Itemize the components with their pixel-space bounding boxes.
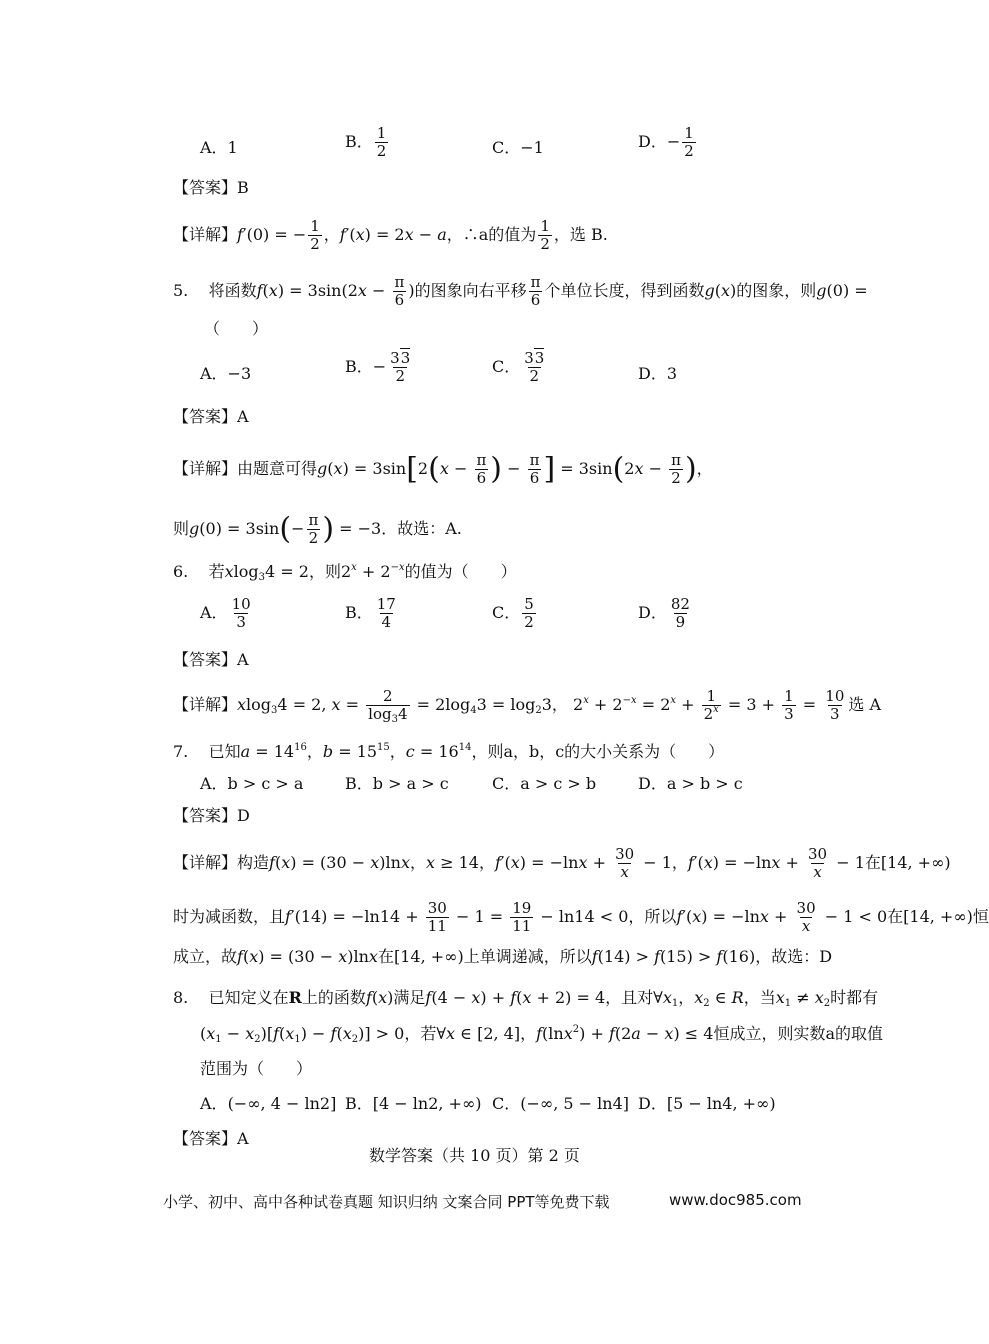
q5-detail-line2: 则g(0) = 3sin(− $\frac{\pi}{2}$ ) = −3．故选：A. [173,511,462,547]
q7-detail: 【详解】构造f(x) = (30 − x)lnx，x ≥ 14，f′(x) = −lnx + $\frac{30}{x}$ − 1，f′(x) = −lnx + $\frac{30}{x}$ − 1在[14, +∞) [173,845,951,881]
q7-option-a: A．b > c > a [200,774,304,793]
q5-detail: 【详解】由题意可得g(x) = 3sin[2(x − $\frac{\pi}{6}$ ) − $\frac{\pi}{6}$ ] = 3sin(2x − $\frac{\pi}{2}$ )， [173,451,713,487]
q5-option-b: B．− $\frac{33}{2}$ [345,349,411,385]
q8-stem: 8. 已知定义在R上的函数f(x)满足f(4 − x) + f(x + 2) = 4，且对$\forall x_1$，$x_2$ ∈ R，当$x_1 \ne x_2$时都有 [173,988,879,1009]
q5-stem: 5. 将函数f(x) = 3sin(2x − $\frac{\pi}{6}$ )的图象向右平移 $\frac{\pi}{6}$ 个单位长度，得到函数g(x)的图象，则g(0) = [173,273,868,309]
page-number-footer: 数学答案（共 10 页）第 2 页 [369,1146,580,1165]
q5-answer: 【答案】A [173,407,249,426]
q7-option-b: B．b > a > c [345,774,449,793]
q6-option-c: C． $\frac{5}{2}$ [492,595,534,631]
q5-paren: （ ） [204,319,269,338]
q6-option-b: B． $\frac{17}{4}$ [345,595,396,631]
q6-stem: 6. 若xlog$_3$4 = 2，则$2^x + 2^{-x}$的值为（ ） [173,562,517,583]
q8-answer: 【答案】A [173,1129,249,1148]
q8-stem-line2: $(x_1 - x_2)[f(x_1) - f(x_2)] > 0$，若∀x ∈ [2, 4]，f(lnx$^2$) + f(2a − x) ≤ 4恒成立，则实数a的取值 [200,1024,883,1045]
q7-stem: 7. 已知$a = 14^{16}$，$b = 15^{15}$，$c = 16^{14}$，则a，b，c的大小关系为（ ） [173,742,725,761]
q4-detail: 【详解】f′(0) = − $\frac{1}{2}$ ，f′(x) = 2x − a，∴a的值为 $\frac{1}{2}$ ，选 B. [173,217,608,253]
q5-option-d: D．3 [638,364,678,383]
q4-option-d: D．− $\frac{1}{2}$ [638,124,694,160]
q6-detail: 【详解】xlog$_3$4 = 2, x = $\frac{2}{\log_34}$ = $2\log_43 = \log_23$， $2^x + 2^{-x} = 2^x$ + $\frac{1}{2^x}$ = 3 + $\frac{1}{3}$ = $\frac{10}{3}$ 选 A [173,687,882,725]
q8-option-d: D．[5 − ln4, +∞) [638,1094,776,1113]
q5-option-a: A．−3 [200,364,252,383]
q6-option-d: D． $\frac{82}{9}$ [638,595,690,631]
q5-option-c: C． $\frac{33}{2}$ [492,349,545,385]
q7-answer: 【答案】D [173,806,250,825]
q8-option-b: B．[4 − ln2, +∞) [345,1094,482,1113]
q7-detail-line2: 时为减函数，且f′(14) = −ln14 + $\frac{30}{11}$ − 1 = $\frac{19}{11}$ − ln14 < 0，所以f′(x) = −lnx + $\frac{30}{x}$ − 1 < 0在[14, +∞)恒 [173,899,989,935]
q7-option-d: D．a > b > c [638,774,743,793]
q7-option-c: C．a > c > b [492,774,597,793]
site-footer-url[interactable]: www.doc985.com [669,1191,802,1209]
q4-answer: 【答案】B [173,178,249,197]
q8-stem-line3: 范围为（ ） [200,1059,313,1078]
site-footer-text: 小学、初中、高中各种试卷真题 知识归纳 文案合同 PPT等免费下载 [163,1193,610,1211]
q6-option-a: A． $\frac{10}{3}$ [200,595,251,631]
q8-option-a: A．(−∞, 4 − ln2] [200,1094,337,1113]
q4-option-a: A．1 [200,138,238,157]
q4-option-c: C．−1 [492,138,544,157]
q7-detail-line3: 成立，故f(x) = (30 − x)lnx在[14, +∞)上单调递减，所以f(14) > f(15) > f(16)，故选：D [173,947,833,966]
q4-option-b: B． $\frac{1}{2}$ [345,124,387,160]
q6-answer: 【答案】A [173,650,249,669]
q8-option-c: C．(−∞, 5 − ln4] [492,1094,629,1113]
